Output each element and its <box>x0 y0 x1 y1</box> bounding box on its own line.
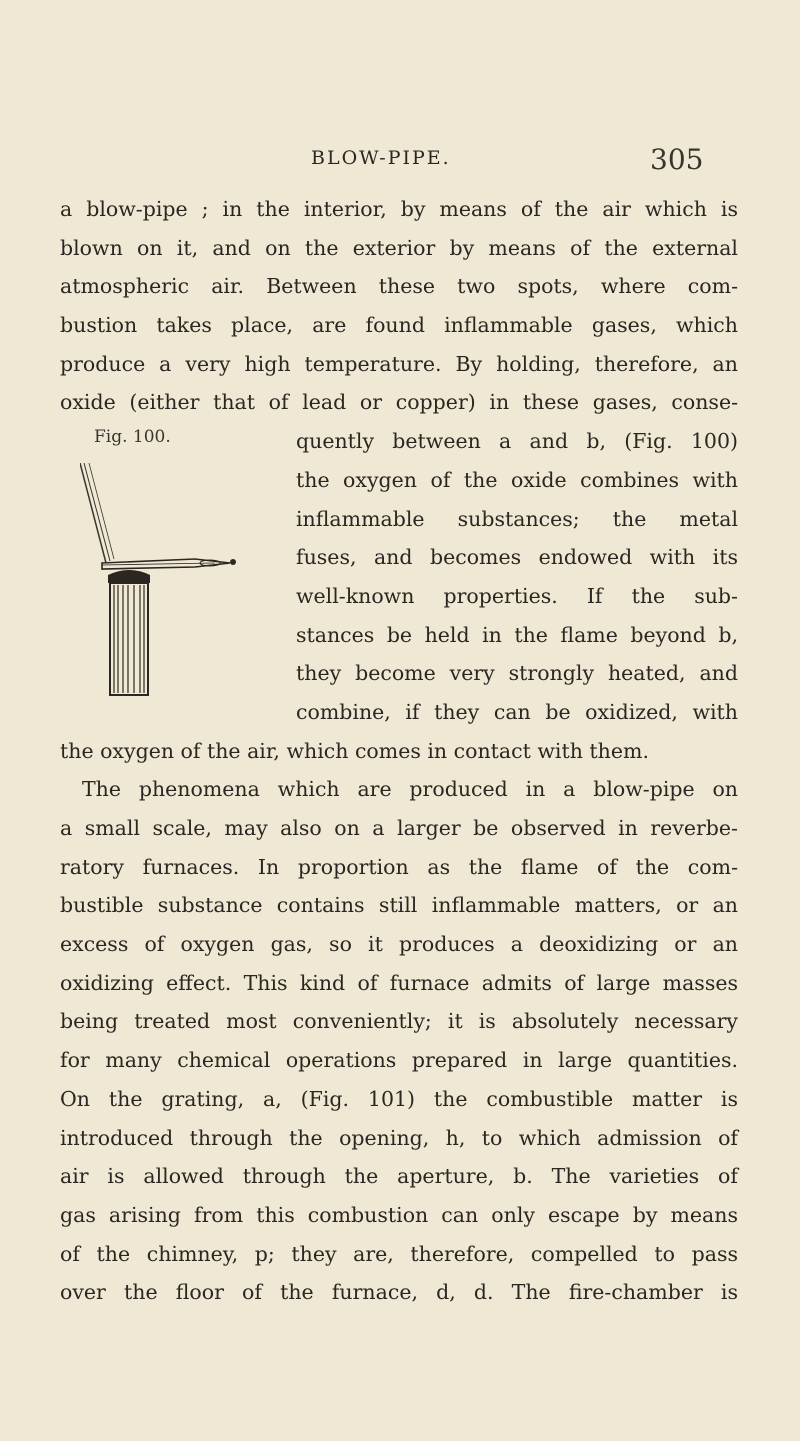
text-line: ratory furnaces. In proportion as the flame of the com- <box>60 854 738 879</box>
text-line: atmospheric air. Between these two spots, where com- <box>60 274 738 299</box>
text-line: quently between a and b, (Fig. 100) <box>296 429 738 454</box>
text-line: the oxygen of the oxide combines with <box>296 467 738 492</box>
text-line: being treated most conveniently; it is absolutely necessary <box>60 1009 738 1034</box>
text-line: bustible substance contains still inflammable matters, or an <box>60 893 738 918</box>
text-line: combine, if they can be oxidized, with <box>296 699 738 724</box>
text-line: produce a very high temperature. By holding, therefore, an <box>60 351 738 376</box>
text-line: a small scale, may also on a larger be observed in reverbe- <box>60 816 738 840</box>
figure-caption: Fig. 100. <box>94 427 171 447</box>
text-line: blown on it, and on the exterior by means of the external <box>60 235 738 260</box>
text-line: the oxygen of the air, which comes in contact with them. <box>60 738 649 763</box>
text-line: fuses, and becomes endowed with its <box>296 545 738 570</box>
text-line: they become very strongly heated, and <box>296 661 738 686</box>
page-number: 305 <box>650 143 704 176</box>
text-line: for many chemical operations prepared in large quantities. <box>60 1048 738 1073</box>
running-title: BLOW-PIPE. <box>311 147 451 169</box>
text-line: oxide (either that of lead or copper) in these gases, conse- <box>60 390 738 415</box>
text-line: over the floor of the furnace, d, d. The fire-chamber is <box>60 1280 738 1305</box>
text-line: bustion takes place, are found inflammable gases, which <box>60 313 738 338</box>
text-line: gas arising from this combustion can only escape by means <box>60 1202 738 1227</box>
text-line: introduced through the opening, h, to which admission of <box>60 1125 738 1150</box>
text-line: inflammable substances; the metal <box>296 506 738 531</box>
text-line: On the grating, a, (Fig. 101) the combustible matter is <box>60 1086 738 1111</box>
text-line: The phenomena which are produced in a blow-pipe on <box>82 777 738 802</box>
text-line: of the chimney, p; they are, therefore, compelled to pass <box>60 1241 738 1266</box>
text-line: air is allowed through the aperture, b. The varieties of <box>60 1164 738 1189</box>
text-line: excess of oxygen gas, so it produces a deoxidizing or an <box>60 932 738 957</box>
text-line: stances be held in the flame beyond b, <box>296 622 738 647</box>
text-line: oxidizing effect. This kind of furnace admits of large masses <box>60 970 738 995</box>
text-line: well-known properties. If the sub- <box>296 583 738 608</box>
page-header <box>0 143 800 183</box>
text-line: a blow-pipe ; in the interior, by means of the air which is <box>60 197 738 221</box>
body-text <box>60 190 738 1312</box>
